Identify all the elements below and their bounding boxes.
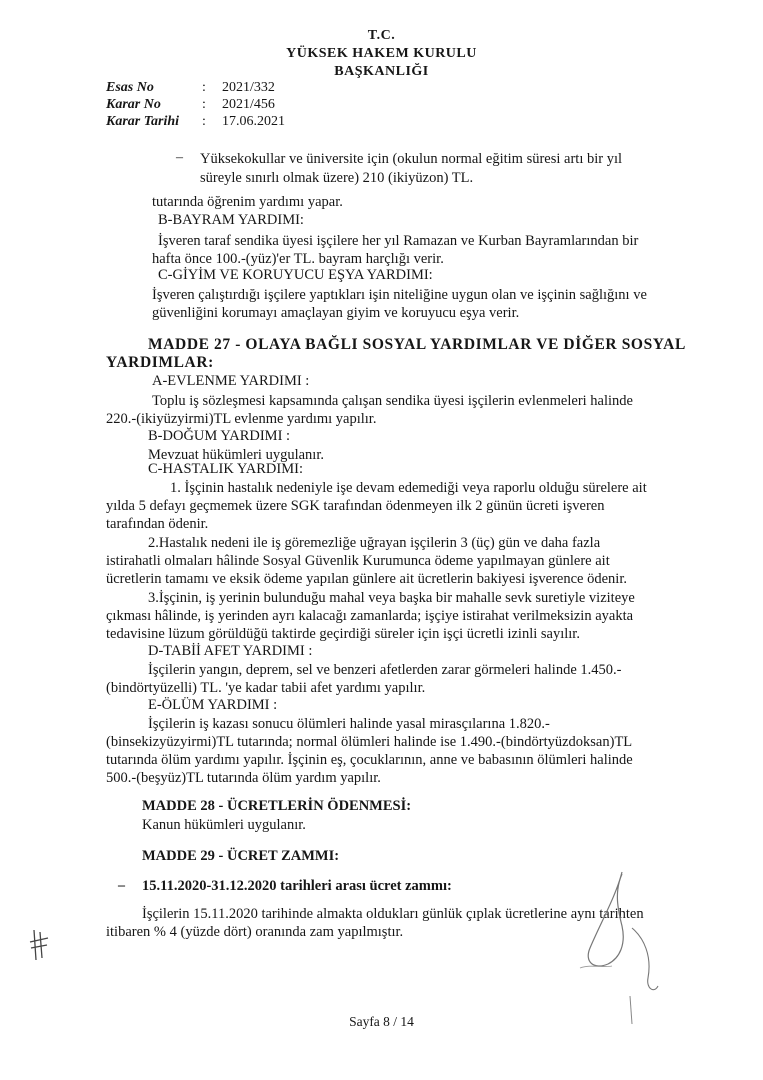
signature xyxy=(560,868,670,1028)
afet-line-2: (bindörtyüzelli) TL. 'ye kadar tabii afet yardımı yapılır. xyxy=(106,680,426,696)
madde28-title: MADDE 28 - ÜCRETLERİN ÖDENMESİ: xyxy=(142,798,412,814)
olum-line-2: (binsekizyüzyirmi)TL tutarında; normal ölümleri halinde ise 1.490.-(bindörtyüzdoksan)TL xyxy=(106,734,633,750)
giyim-line-1: İşveren çalıştırdığı işçilere yaptıkları işin niteliğine uygun olan ve işçinin sağlığını ve xyxy=(152,287,647,303)
hastalik-title: C-HASTALIK YARDIMI: xyxy=(148,461,303,477)
dogum-line-1: Mevzuat hükümleri uygulanır. xyxy=(148,447,324,463)
bayram-line-2: hafta önce 100.-(yüz)'er TL. bayram harçlığı verir. xyxy=(152,251,444,267)
afet-title: D-TABİİ AFET YARDIMI : xyxy=(148,643,313,659)
universite-line-2: süreyle sınırlı olmak üzere) 210 (ikiyüzon) TL. xyxy=(200,170,474,186)
hastalik-1-line-2: yılda 5 defayı geçmemek üzere SGK tarafından ödenmeyen ilk 2 günün ücreti işveren xyxy=(106,498,605,514)
header-institution: YÜKSEK HAKEM KURULU xyxy=(286,46,477,61)
evlenme-title: A-EVLENME YARDIMI : xyxy=(152,373,310,389)
bullet-dash: – xyxy=(176,150,183,165)
karar-sep: : xyxy=(202,97,206,112)
madde28-line-1: Kanun hükümleri uygulanır. xyxy=(142,817,306,833)
giyim-title: C-GİYİM VE KORUYUCU EŞYA YARDIMI: xyxy=(158,267,433,283)
hastalik-3-line-2: çıkması hâlinde, iş yerinden ayrı kalacağı zamanlarda; işçiye istirahat verilmeksizin ayakta xyxy=(106,608,634,624)
karar-label: Karar No xyxy=(106,97,161,112)
bayram-line-1: İşveren taraf sendika üyesi işçilere her yıl Ramazan ve Kurban Bayramlarından bir xyxy=(158,233,639,249)
madde29-title: MADDE 29 - ÜCRET ZAMMI: xyxy=(142,848,340,864)
hastalik-2-line-2: istirahatli olmaları hâlinde Sosyal Güvenlik Kurumunca ödeme yapılmayan günlere ait xyxy=(106,553,610,569)
afet-line-1: İşçilerin yangın, deprem, sel ve benzeri afetlerden zarar görmeleri halinde 1.450.- xyxy=(148,662,622,678)
hastalik-3-line-3: tedavisine lüzum görüldüğü taktirde geçirdiği süreler için işçi ücretli izinli sayılır. xyxy=(106,626,580,642)
esas-value: 2021/332 xyxy=(222,80,275,95)
dogum-title: B-DOĞUM YARDIMI : xyxy=(148,428,291,444)
tarih-sep: : xyxy=(202,114,206,129)
giyim-line-2: güvenliğini korumayı amaçlayan giyim ve koruyucu eşya verir. xyxy=(152,305,520,321)
evlenme-line-2: 220.-(ikiyüzyirmi)TL evlenme yardımı yapılır. xyxy=(106,411,377,427)
olum-line-1: İşçilerin iş kazası sonucu ölümleri halinde yasal mirasçılarına 1.820.- xyxy=(148,716,550,732)
hastalik-2-line-1: 2.Hastalık nedeni ile iş göremezliğe uğrayan işçilerin 3 (üç) gün ve daha fazla xyxy=(148,535,601,551)
esas-sep: : xyxy=(202,80,206,95)
olum-line-3: tutarında ölüm yardımı yapılır. İşçinin eş, çocuklarının, anne ve babasının ölümleri halinde xyxy=(106,752,633,768)
madde27-title-line-1: MADDE 27 - OLAYA BAĞLI SOSYAL YARDIMLAR VE DİĞER SOSYAL xyxy=(148,336,686,353)
madde27-title-line-2: YARDIMLAR: xyxy=(106,354,214,371)
tarih-label: Karar Tarihi xyxy=(106,114,180,129)
hastalik-1-line-1: 1. İşçinin hastalık nedeniyle işe devam edemediği veya raporlu olduğu sürelere ait xyxy=(170,480,647,496)
header-tc: T.C. xyxy=(367,28,396,43)
universite-line-1: Yüksekokullar ve üniversite için (okulun normal eğitim süresi artı bir yıl xyxy=(200,151,623,167)
header-presidency: BAŞKANLIĞI xyxy=(334,64,429,79)
hastalik-3-line-1: 3.İşçinin, iş yerinin bulunduğu mahal veya başka bir mahalle sevk suretiyle viziteye xyxy=(148,590,635,606)
page-number: Sayfa 8 / 14 xyxy=(349,1014,414,1029)
madde29-line-1: İşçilerin 15.11.2020 tarihinde almakta oldukları günlük çıplak ücretlerine aynı tarihten xyxy=(142,906,644,922)
esas-label: Esas No xyxy=(106,80,154,95)
tarih-value: 17.06.2021 xyxy=(222,114,285,129)
madde29-line-2: itibaren % 4 (yüzde dört) oranında zam yapılmıştır. xyxy=(106,924,404,940)
olum-title: E-ÖLÜM YARDIMI : xyxy=(148,697,278,713)
hastalik-2-line-3: ücretlerin tamamı ve eksik ödeme yapılan günlere ait ücretlerin bakiyesi işverence ödenir. xyxy=(106,571,627,587)
evlenme-line-1: Toplu iş sözleşmesi kapsamında çalışan sendika üyesi işçilerin evlenmeleri halinde xyxy=(152,393,633,409)
bayram-title: B-BAYRAM YARDIMI: xyxy=(158,212,304,228)
karar-value: 2021/456 xyxy=(222,97,275,112)
olum-line-4: 500.-(beşyüz)TL tutarında ölüm yardım yapılır. xyxy=(106,770,381,786)
madde29-bullet-dash: – xyxy=(118,878,125,893)
margin-paraph-mark xyxy=(26,928,52,962)
ogrenim-text: tutarında öğrenim yardımı yapar. xyxy=(152,194,343,210)
madde29-subtitle: 15.11.2020-31.12.2020 tarihleri arası ücret zammı: xyxy=(142,878,452,894)
hastalik-1-line-3: tarafından ödenir. xyxy=(106,516,209,532)
